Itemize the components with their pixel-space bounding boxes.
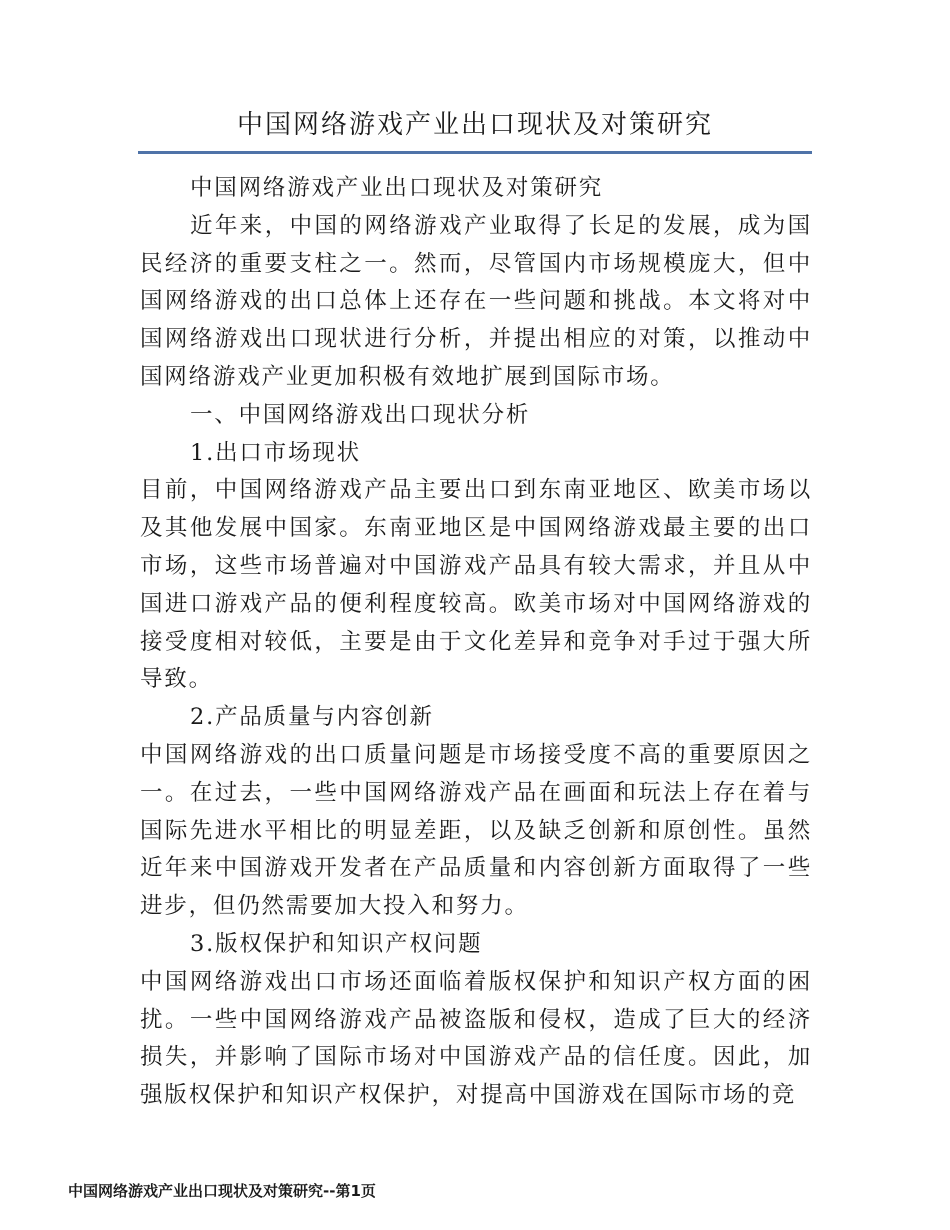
subsection-paragraph: 目前，中国网络游戏产品主要出口到东南亚地区、欧美市场以及其他发展中国家。东南亚地区是中国网络游戏最主要的出口市场，这些市场普遍对中国游戏产品具有较大需求，并且从中国进口游戏产品的便利程度较高。欧美市场对中国网络游戏的接受度相对较低，主要是由于文化差异和竞争对手过于强大所导致。 [140,477,812,693]
page-header [138,100,812,154]
subsection-heading: 1.出口市场现状 [190,439,361,466]
subsection-heading: 2.产品质量与内容创新 [190,704,434,731]
subsection-paragraph: 中国网络游戏出口市场还面临着版权保护和知识产权方面的困扰。一些中国网络游戏产品被盗版和侵权，造成了巨大的经济损失，并影响了国际市场对中国游戏产品的信任度。因此，加强版权保护和知识产权保护，对提高中国游戏在国际市场的竞 [140,968,812,1109]
page-title: 中国网络游戏产业出口现状及对策研究 [236,110,713,140]
document-title-line: 中国网络游戏产业出口现状及对策研究 [190,175,604,201]
subsection-heading: 3.版权保护和知识产权问题 [190,930,483,957]
subsection-paragraph: 中国网络游戏的出口质量问题是市场接受度不高的重要原因之一。在过去，一些中国网络游戏产品在画面和玩法上存在着与国际先进水平相比的明显差距，以及缺乏创新和原创性。虽然近年来中国游戏开发者在产品质量和内容创新方面取得了一些进步，但仍然需要加大投入和努力。 [140,741,812,920]
intro-paragraph: 近年来，中国的网络游戏产业取得了长足的发展，成为国民经济的重要支柱之一。然而，尽管国内市场规模庞大，但中国网络游戏的出口总体上还存在一些问题和挑战。本文将对中国网络游戏出口现状进行分析，并提出相应的对策，以推动中国网络游戏产业更加积极有效地扩展到国际市场。 [140,212,812,390]
page-footer: 中国网络游戏产业出口现状及对策研究--第1页 [68,1182,376,1200]
document-body [140,170,812,1115]
section-heading: 一、中国网络游戏出口现状分析 [190,401,531,428]
